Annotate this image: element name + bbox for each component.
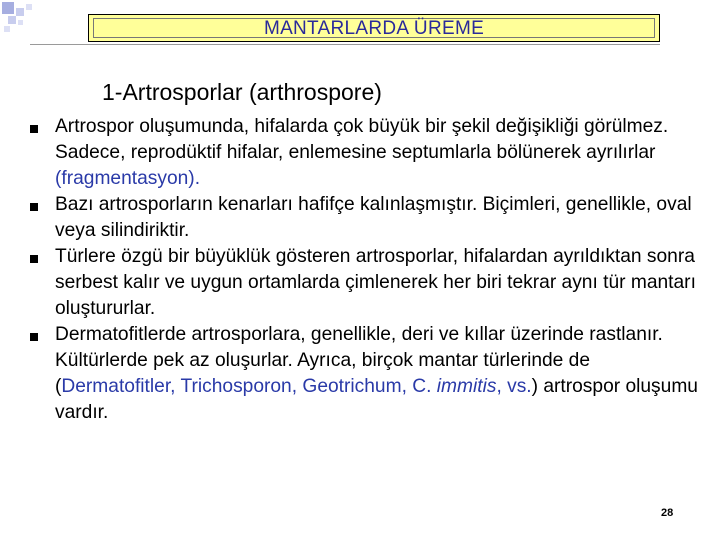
bullet-item <box>28 114 700 192</box>
slide-title: MANTARLARDA ÜREME <box>263 18 485 39</box>
bullet-text-segment: Türlere özgü bir büyüklük gösteren artrosporlar, hifalardan ayrıldıktan sonra serbest kalır ve uygun ortamlarda çimlenerek her biri tekrar aynı tür mantarı oluştururlar. <box>55 246 696 319</box>
bullet-item <box>28 322 700 426</box>
bullet-text-segment: Dermatofitlerde artrosporlara, genellikle, deri ve kıllar üzerinde rastlanır. Kültürlerde pek az oluşurlar. Ayrıca, birçok mantar türlerinde de ( <box>55 324 663 397</box>
bullet-text-segment: Dermatofitler, Trichosporon, Geotrichum, C. <box>61 376 437 397</box>
bullet-item <box>28 192 700 244</box>
bullet-square-icon <box>30 203 38 211</box>
bullet-text-segment: Artrospor oluşumunda, hifalarda çok büyük bir şekil değişikliği görülmez. Sadece, reprodüktif hifalar, enlemesine septumlarla bölünerek ayrılırlar <box>55 116 669 163</box>
bullet-square-icon <box>30 255 38 263</box>
bullet-text-segment: Bazı artrosporların kenarları hafifçe kalınlaşmıştır. Biçimleri, genellikle, oval veya silindiriktir. <box>55 194 692 241</box>
title-box <box>88 14 660 42</box>
bullet-square-icon <box>30 125 38 133</box>
slide-subtitle: 1-Artrosporlar (arthrospore) <box>102 79 382 105</box>
bullet-text-segment: , vs. <box>496 376 532 397</box>
page-number: 28 <box>661 507 674 519</box>
bullet-text-segment: immitis <box>436 376 497 397</box>
title-underline <box>30 44 660 45</box>
corner-decoration-squares <box>0 0 60 40</box>
bullet-square-icon <box>30 333 38 341</box>
bullet-text-segment: (fragmentasyon). <box>55 168 201 189</box>
bullet-text-segment: ) artrospor oluşumu vardır. <box>55 376 698 423</box>
bullet-list <box>28 114 700 426</box>
bullet-item <box>28 244 700 322</box>
